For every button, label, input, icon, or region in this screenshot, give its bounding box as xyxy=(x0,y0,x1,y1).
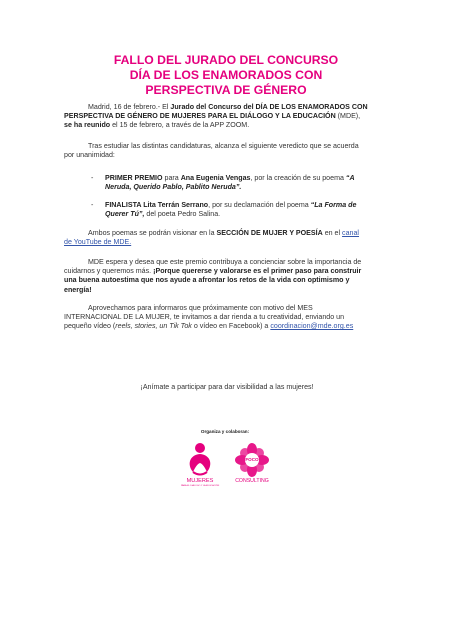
verdict-intro-line-2: por unanimidad: xyxy=(64,151,115,160)
intro-paragraph xyxy=(64,103,390,131)
closing-line: ¡Anímate a participar para dar visibilidad a las mujeres! xyxy=(140,383,314,391)
intro-line-2 xyxy=(64,112,390,121)
intro-bold-text: PERSPECTIVA DE GÉNERO DE MUJERES PARA EL DIÁLOGO Y LA EDUCACIÓN xyxy=(64,112,336,121)
hope-line-4 xyxy=(64,286,390,295)
youtube-channel-link[interactable]: canal xyxy=(342,229,360,237)
hope-bold-text: ¡Porque quererse y valorarse es el primer paso para construir xyxy=(153,267,362,276)
list-dash: - xyxy=(91,174,94,182)
intro-line-3 xyxy=(64,121,390,130)
title-line-1: FALLO DEL JURADO DEL CONCURSO xyxy=(113,53,339,67)
hope-text: cuidarnos y queremos más. xyxy=(64,267,154,276)
list-item-text-part: para xyxy=(162,174,181,182)
intro-line-1 xyxy=(64,103,390,112)
list-item-text-part: del poeta Pedro Salina. xyxy=(144,210,221,219)
foco-consulting-logo xyxy=(230,442,274,494)
winner-name: Ana Eugenia Vengas xyxy=(180,174,251,182)
list-item-line-1 xyxy=(105,201,390,210)
invite-text: o vídeo en Facebook) a xyxy=(191,322,271,331)
invite-line-1: Aprovechamos para informaros que próximamente con motivo del MES xyxy=(88,304,313,312)
list-dash: - xyxy=(91,201,94,209)
foco-logo-name: FOCO xyxy=(245,457,259,462)
invite-italic-text: reels, stories, un Tik Tok xyxy=(115,322,192,331)
broadcast-line-1 xyxy=(64,229,390,238)
intro-bold-text: Jurado del Concurso del DÍA DE LOS ENAMORADOS CON xyxy=(170,103,368,111)
invite-line-2: INTERNACIONAL DE LA MUJER, te invitamos a dar rienda a tu creatividad, enviando un xyxy=(64,313,345,322)
list-item-text-part: , por su declamación del poema xyxy=(208,201,311,209)
broadcast-text: en el xyxy=(322,229,343,237)
hope-bold-text: energía! xyxy=(64,285,92,294)
poem-title: “La Forma de xyxy=(310,201,357,209)
broadcast-paragraph xyxy=(64,229,390,247)
mujeres-logo xyxy=(175,438,225,494)
hope-line-2 xyxy=(64,267,390,276)
prize-name: PRIMER PREMIO xyxy=(105,174,163,182)
intro-text: Madrid, 16 de febrero.- El xyxy=(88,103,171,111)
list-item-line-2 xyxy=(105,183,390,192)
foco-logo-sub: CONSULTING xyxy=(235,478,269,484)
email-link[interactable]: coordinacion@mde.org.es xyxy=(270,322,354,331)
list-item-text-part: , por la creación de su poema xyxy=(250,174,346,182)
mujeres-logo-tagline: PARA EL DIÁLOGO Y LA EDUCACIÓN xyxy=(180,485,220,487)
intro-text: el 15 de febrero, a través de la APP ZOOM. xyxy=(110,121,250,130)
title-line-3: PERSPECTIVA DE GÉNERO xyxy=(145,83,307,97)
invite-text: pequeño vídeo ( xyxy=(64,322,116,331)
list-item-line-2 xyxy=(105,210,390,219)
intro-text: (MDE), xyxy=(335,112,361,121)
hope-line-3 xyxy=(64,276,390,285)
broadcast-line-2 xyxy=(64,238,390,247)
document-title xyxy=(60,53,392,98)
list-item-text xyxy=(105,201,390,219)
verdict-intro-paragraph xyxy=(64,142,390,160)
intro-bold-text: se ha reunido xyxy=(64,121,111,130)
finalist-name: FINALISTA Lita Terrán Serrano xyxy=(105,201,209,209)
poem-title: Neruda, Querido Pablo, Pablito Neruda”. xyxy=(105,183,242,192)
list-item-text xyxy=(105,174,390,192)
invite-line-3 xyxy=(64,322,390,331)
poem-title: “A xyxy=(345,174,355,182)
hope-bold-text: una buena autoestima que nos ayude a afrontar los retos de la vida con optimismo y xyxy=(64,276,350,285)
verdict-intro-line-1: Tras estudiar las distintas candidaturas, alcanza el siguiente veredicto que se acuerda xyxy=(88,142,359,150)
mujeres-logo-icon xyxy=(175,438,225,478)
invite-paragraph xyxy=(64,304,390,332)
section-name: SECCIÓN DE MUJER Y POESÍA xyxy=(216,229,323,237)
broadcast-text: Ambos poemas se podrán visionar en la xyxy=(88,229,217,237)
mujeres-logo-name: MUJERES xyxy=(186,478,214,484)
poem-title: Querer Tú”, xyxy=(105,210,145,219)
sponsors-title: Organiza y colaboran: xyxy=(200,429,250,434)
youtube-channel-link[interactable]: de YouTube de MDE. xyxy=(64,238,132,247)
hope-paragraph xyxy=(64,258,390,295)
hope-line-1: MDE espera y desea que este premio contribuya a concienciar sobre la importancia de xyxy=(88,258,362,266)
title-line-2: DÍA DE LOS ENAMORADOS CON xyxy=(129,68,323,82)
list-item-line-1 xyxy=(105,174,390,183)
